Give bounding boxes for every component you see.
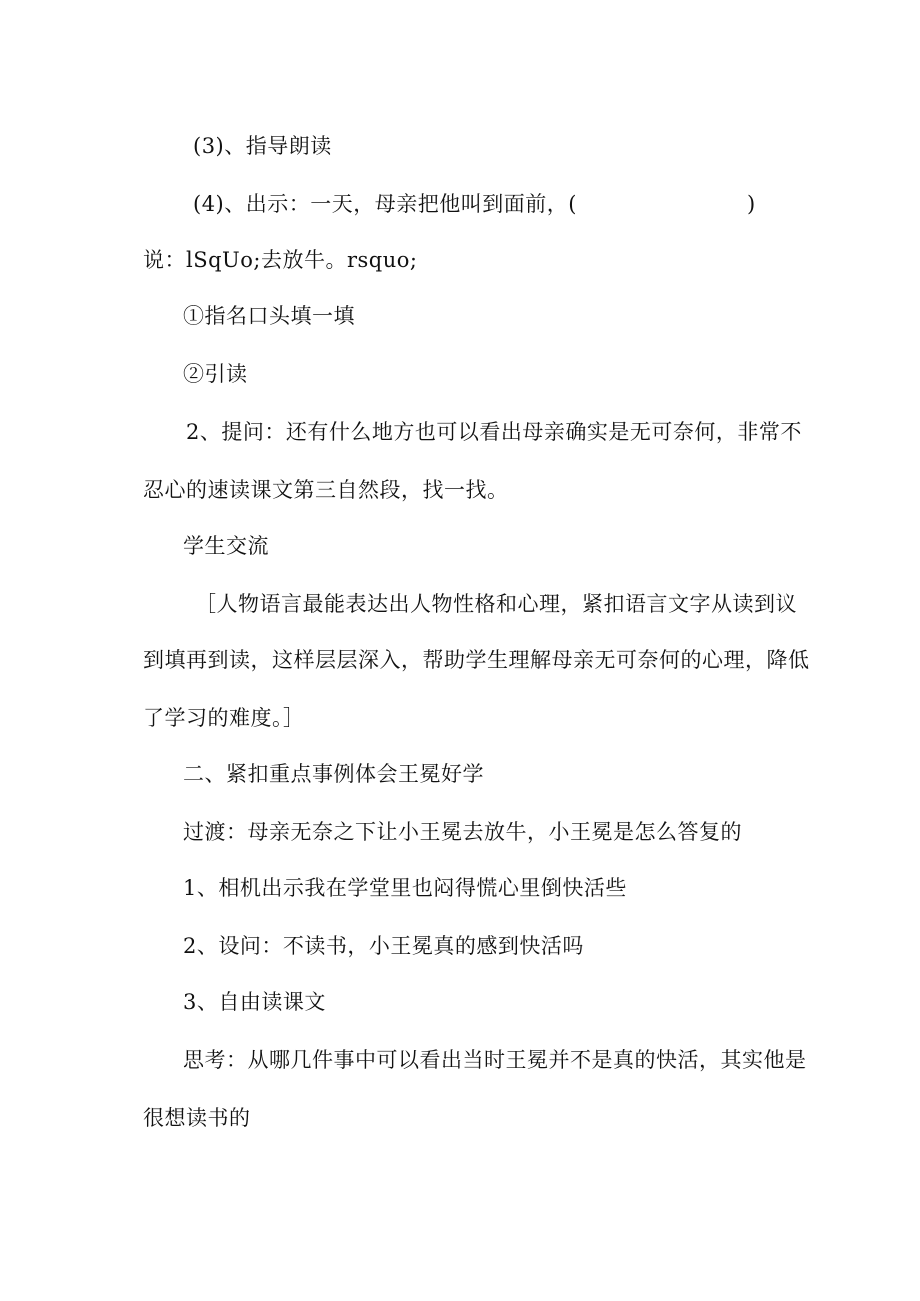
paragraph-step-two: 2、设问：不读书，小王冕真的感到快活吗 <box>183 934 584 958</box>
paragraph-lead-read: ②引读 <box>183 362 248 386</box>
paragraph-transition: 过渡：母亲无奈之下让小王冕去放牛，小王冕是怎么答复的 <box>183 820 742 844</box>
paragraph-note-line3: 了学习的难度。］ <box>143 706 305 730</box>
paragraph-fill-orally: ①指名口头填一填 <box>183 304 355 328</box>
paragraph-show-text-close: ) <box>746 192 756 216</box>
paragraph-say-quote: 说：lSqUo;去放牛。rsquo; <box>143 248 418 272</box>
section-heading-two: 二、紧扣重点事例体会王冕好学 <box>183 762 484 786</box>
paragraph-show-text <box>193 191 756 217</box>
paragraph-question-line1: 2、提问：还有什么地方也可以看出母亲确实是无可奈何，非常不 <box>186 420 802 444</box>
paragraph-think-line2: 很想读书的 <box>143 1106 251 1130</box>
paragraph-question-line2: 忍心的速读课文第三自然段，找一找。 <box>143 478 509 502</box>
paragraph-think-line1: 思考：从哪几件事中可以看出当时王冕并不是真的快活，其实他是 <box>183 1048 807 1072</box>
paragraph-guided-reading: (3)、指导朗读 <box>193 134 332 158</box>
paragraph-show-text-main: (4)、出示：一天，母亲把他叫到面前，( <box>193 192 577 216</box>
paragraph-step-one: 1、相机出示我在学堂里也闷得慌心里倒快活些 <box>183 876 627 900</box>
paragraph-student-exchange: 学生交流 <box>183 534 269 558</box>
paragraph-note-line1: ［人物语言最能表达出人物性格和心理，紧扣语言文字从读到议 <box>195 592 797 616</box>
paragraph-step-three: 3、自由读课文 <box>183 990 326 1014</box>
paragraph-note-line2: 到填再到读，这样层层深入，帮助学生理解母亲无可奈何的心理，降低 <box>143 648 810 672</box>
